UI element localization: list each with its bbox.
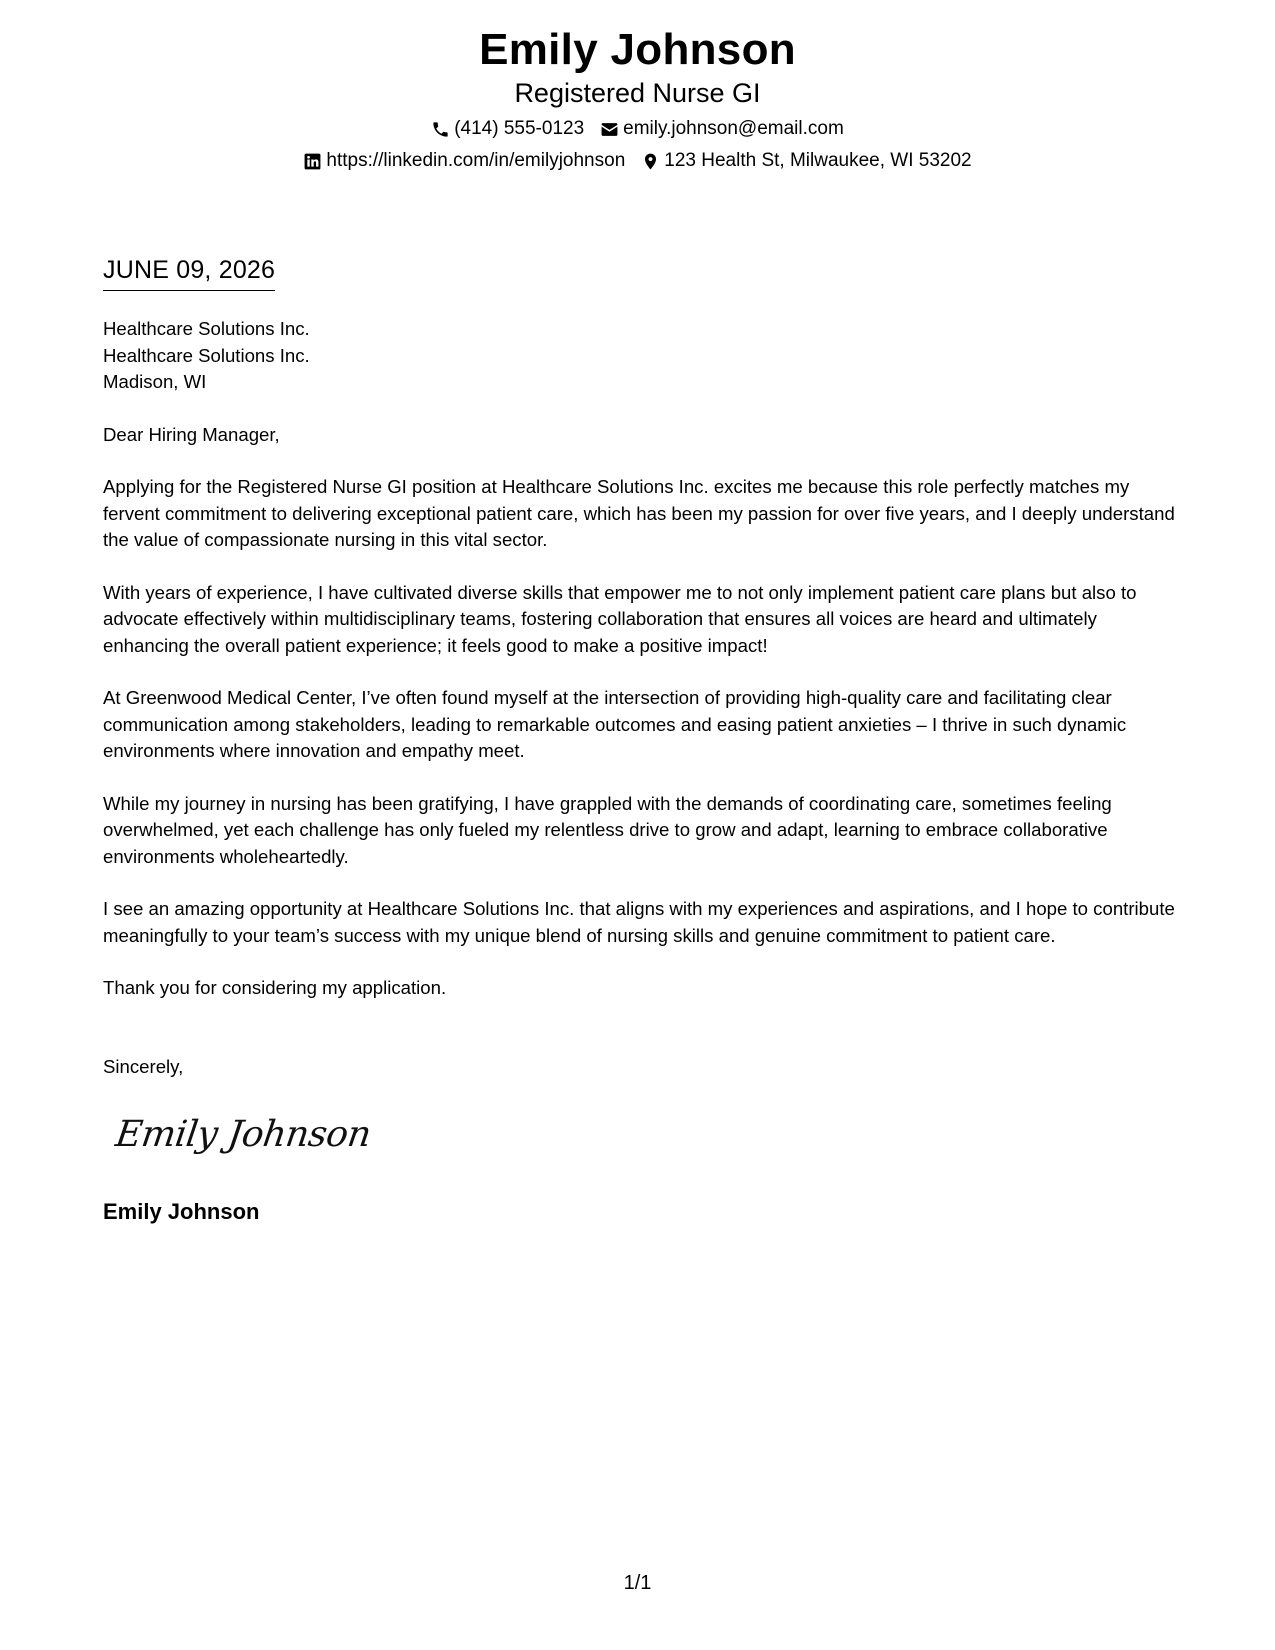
letter-header bbox=[0, 24, 1275, 174]
paragraph: I see an amazing opportunity at Healthcare Solutions Inc. that aligns with my experiences and aspirations, and I hope to contribute meaningfully to your team’s success with my unique blend of nursing skills and genuine commitment to patient care. bbox=[103, 898, 1175, 946]
closing: Sincerely, bbox=[103, 1055, 184, 1077]
salutation: Dear Hiring Manager, bbox=[103, 423, 280, 445]
linkedin-text: https://linkedin.com/in/emilyjohnson bbox=[326, 150, 626, 171]
address-text: 123 Health St, Milwaukee, WI 53202 bbox=[664, 150, 972, 171]
paragraph: While my journey in nursing has been gratifying, I have grappled with the demands of coordinating care, sometimes feeling overwhelmed, yet each challenge has only fueled my relentless drive to grow and adapt, learning to embrace collaborative environments wholeheartedly. bbox=[103, 792, 1112, 867]
recipient-block bbox=[103, 316, 1178, 396]
contact-email bbox=[600, 116, 844, 142]
letter-body bbox=[103, 316, 1178, 1080]
recipient-line: Healthcare Solutions Inc. bbox=[103, 318, 310, 339]
contact-address bbox=[641, 148, 971, 174]
job-title: Registered Nurse GI bbox=[514, 78, 761, 108]
paragraph: With years of experience, I have cultivated diverse skills that empower me to not only implement patient care plans but also to advocate effectively within multidisciplinary teams, fostering collaboration that ensures all voices are heard and ultimately enhancing the overall patient experience; it feels good to make a positive impact! bbox=[103, 581, 1137, 656]
phone-icon bbox=[431, 120, 450, 139]
paragraph: Applying for the Registered Nurse GI position at Healthcare Solutions Inc. excites me because this role perfectly matches my fervent commitment to delivering exceptional patient care, which has been my passion for over five years, and I deeply understand the value of compassionate nursing in this vital sector. bbox=[103, 476, 1175, 550]
page-number: 1/1 bbox=[623, 1572, 652, 1594]
recipient-line: Healthcare Solutions Inc. bbox=[103, 344, 310, 366]
letter-date: JUNE 09, 2026 bbox=[103, 254, 275, 291]
contact-linkedin bbox=[303, 148, 625, 174]
paragraph: Thank you for considering my application. bbox=[103, 977, 447, 998]
contact-row-1 bbox=[0, 116, 1275, 142]
contact-row-2 bbox=[0, 148, 1275, 174]
applicant-name: Emily Johnson bbox=[479, 25, 796, 74]
phone-text: (414) 555-0123 bbox=[454, 118, 585, 139]
handwritten-signature bbox=[113, 1106, 374, 1162]
envelope-icon bbox=[600, 120, 619, 139]
contact-phone bbox=[431, 116, 584, 142]
signature-text: Emily Johnson bbox=[113, 1112, 374, 1155]
paragraph: At Greenwood Medical Center, I’ve often found myself at the intersection of providing high-quality care and facilitating clear communication among stakeholders, leading to remarkable outcomes and easing patient anxieties – I thrive in such dynamic environments where innovation and empathy meet. bbox=[103, 687, 1127, 761]
map-pin-icon bbox=[641, 152, 660, 171]
recipient-line: Madison, WI bbox=[103, 371, 207, 392]
email-text: emily.johnson@email.com bbox=[623, 118, 844, 139]
linkedin-icon bbox=[303, 152, 322, 171]
signer-name: Emily Johnson bbox=[103, 1199, 260, 1224]
